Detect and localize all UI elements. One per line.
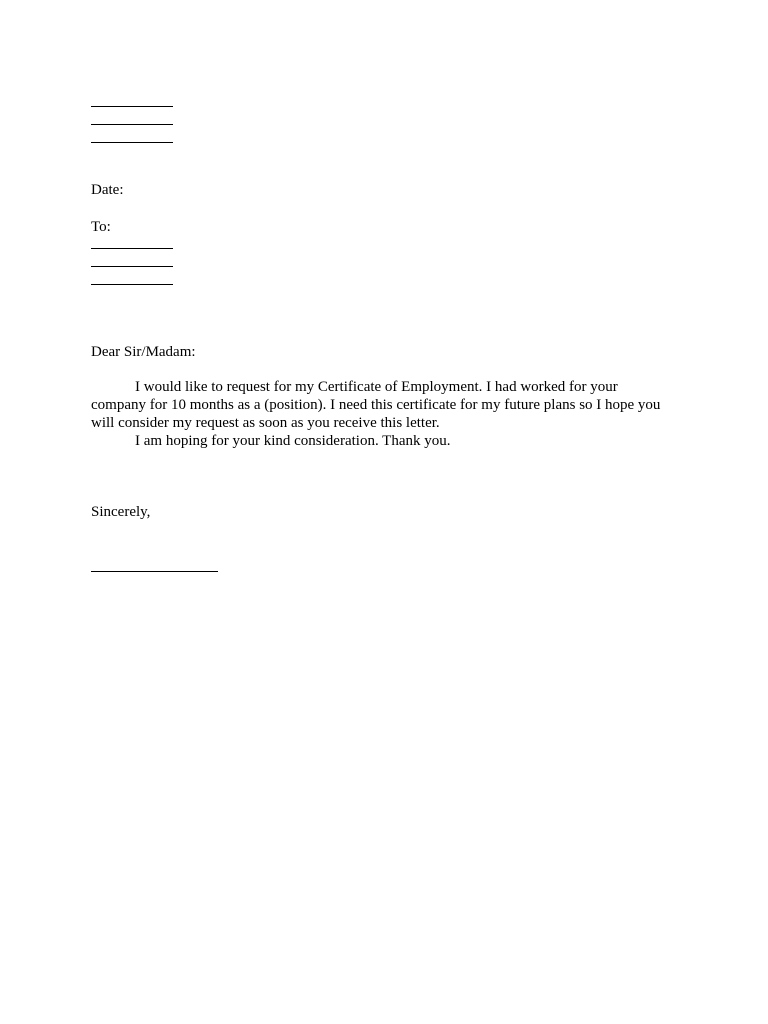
recipient-line-2 <box>91 266 173 267</box>
date-label: Date: <box>91 182 124 198</box>
body-paragraph <box>91 378 681 450</box>
closing-paragraph: I am hoping for your kind consideration. Thank you. <box>135 433 451 449</box>
closing: Sincerely, <box>91 504 151 520</box>
body-line-1: I would like to request for my Certificate of Employment. I had worked for your <box>135 379 618 395</box>
signature-line <box>91 571 218 572</box>
to-label: To: <box>91 219 111 235</box>
sender-line-1 <box>91 106 173 107</box>
sender-line-3 <box>91 142 173 143</box>
recipient-line-3 <box>91 284 173 285</box>
recipient-line-1 <box>91 248 173 249</box>
body-line-3: will consider my request as soon as you receive this letter. <box>91 415 440 431</box>
salutation: Dear Sir/Madam: <box>91 344 196 360</box>
body-line-2: company for 10 months as a (position). I need this certificate for my future plans so I hope you <box>91 397 661 413</box>
sender-line-2 <box>91 124 173 125</box>
